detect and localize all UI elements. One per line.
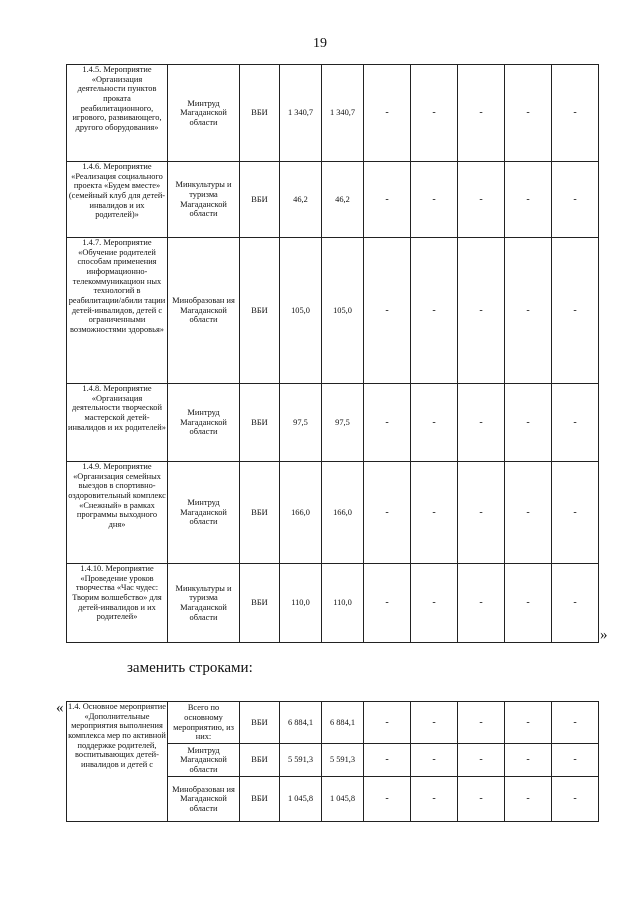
total-cell: 166,0 (280, 462, 322, 564)
year-value-cell: - (364, 65, 411, 162)
measures-table (66, 64, 599, 643)
funding-source-cell: ВБИ (240, 384, 280, 462)
closing-quote: » (600, 627, 608, 643)
year-value-cell: - (505, 162, 552, 238)
year-value-cell: - (364, 744, 411, 777)
funding-source-cell: ВБИ (240, 238, 280, 384)
total-cell: 97,5 (280, 384, 322, 462)
executor-cell: Минтруд Магаданской области (168, 65, 240, 162)
measure-name-cell: 1.4.6. Мероприятие «Реализация социального проекта «Будем вместе» (семейный клуб для детей-инвалидов и их родителей)» (67, 162, 168, 238)
executor-cell: Минтруд Магаданской области (168, 462, 240, 564)
year-value-cell: - (552, 65, 599, 162)
year-value-cell: 6 884,1 (322, 702, 364, 744)
year-value-cell: - (458, 564, 505, 643)
measure-name-cell: 1.4.9. Мероприятие «Организация семейных выездов в спортивно-оздоровительный комплекс «Снежный» в рамках программы выходного дня» (67, 462, 168, 564)
year-value-cell: 5 591,3 (322, 744, 364, 777)
year-value-cell: - (364, 777, 411, 822)
year-value-cell: - (552, 238, 599, 384)
executor-cell: Минтруд Магаданской области (168, 384, 240, 462)
year-value-cell: - (411, 744, 458, 777)
year-value-cell: - (505, 65, 552, 162)
year-value-cell: - (505, 238, 552, 384)
year-value-cell: 1 045,8 (322, 777, 364, 822)
year-value-cell: - (364, 462, 411, 564)
total-cell: 105,0 (280, 238, 322, 384)
year-value-cell: - (364, 564, 411, 643)
funding-source-cell: ВБИ (240, 744, 280, 777)
year-value-cell: - (458, 744, 505, 777)
year-value-cell: - (458, 462, 505, 564)
executor-cell: Минкультуры и туризма Магаданской области (168, 564, 240, 643)
year-value-cell: - (458, 702, 505, 744)
replace-text: заменить строками: (127, 660, 253, 676)
funding-source-cell: ВБИ (240, 777, 280, 822)
year-value-cell: - (411, 462, 458, 564)
table-row (67, 462, 599, 564)
measure-name-cell: 1.4.5. Мероприятие «Организация деятельности пунктов проката реабилитационного, игрового, развивающего, другого оборудования» (67, 65, 168, 162)
year-value-cell: - (505, 384, 552, 462)
table-row (67, 162, 599, 238)
year-value-cell: - (411, 65, 458, 162)
year-value-cell: 46,2 (322, 162, 364, 238)
total-cell: 1 045,8 (280, 777, 322, 822)
year-value-cell: - (364, 238, 411, 384)
year-value-cell: - (505, 564, 552, 643)
funding-source-cell: ВБИ (240, 462, 280, 564)
executor-cell: Минкультуры и туризма Магаданской области (168, 162, 240, 238)
year-value-cell: - (458, 65, 505, 162)
total-cell: 6 884,1 (280, 702, 322, 744)
year-value-cell: - (364, 384, 411, 462)
funding-source-cell: ВБИ (240, 162, 280, 238)
replacement-table (66, 701, 599, 822)
table-row (67, 702, 599, 744)
measure-name-cell: 1.4.8. Мероприятие «Организация деятельности творческой мастерской детей-инвалидов и их родителей» (67, 384, 168, 462)
total-cell: 110,0 (280, 564, 322, 643)
year-value-cell: - (458, 777, 505, 822)
funding-source-cell: ВБИ (240, 564, 280, 643)
year-value-cell: - (505, 777, 552, 822)
year-value-cell: - (364, 702, 411, 744)
executor-cell: Минтруд Магаданской области (168, 744, 240, 777)
year-value-cell: 1 340,7 (322, 65, 364, 162)
year-value-cell: - (505, 462, 552, 564)
year-value-cell: 97,5 (322, 384, 364, 462)
year-value-cell: - (411, 564, 458, 643)
funding-source-cell: ВБИ (240, 702, 280, 744)
table-row (67, 65, 599, 162)
year-value-cell: - (552, 777, 599, 822)
year-value-cell: - (505, 702, 552, 744)
year-value-cell: - (411, 162, 458, 238)
year-value-cell: 110,0 (322, 564, 364, 643)
year-value-cell: - (411, 238, 458, 384)
page-number: 19 (313, 36, 327, 51)
executor-cell: Минобразован ия Магаданской области (168, 238, 240, 384)
year-value-cell: - (458, 162, 505, 238)
year-value-cell: - (552, 702, 599, 744)
measure-name-cell: 1.4.10. Мероприятие «Проведение уроков творчества «Час чудес: Творим волшебство» для детей-инвалидов и их родителей» (67, 564, 168, 643)
year-value-cell: - (552, 384, 599, 462)
table-row (67, 384, 599, 462)
measure-name-cell: 1.4.7. Мероприятие «Обучение родителей способам применения информационно-телекоммуникацион ных технологий в реабилитации/абили тации детей-инвалидов, детей с ограниченными возможностями здоровья» (67, 238, 168, 384)
opening-quote: « (56, 700, 64, 716)
table-row (67, 564, 599, 643)
table-row (67, 238, 599, 384)
year-value-cell: - (411, 384, 458, 462)
year-value-cell: - (552, 162, 599, 238)
year-value-cell: - (364, 162, 411, 238)
executor-cell: Минобразован ия Магаданской области (168, 777, 240, 822)
year-value-cell: 105,0 (322, 238, 364, 384)
year-value-cell: - (552, 564, 599, 643)
year-value-cell: - (458, 384, 505, 462)
year-value-cell: 166,0 (322, 462, 364, 564)
year-value-cell: - (411, 777, 458, 822)
year-value-cell: - (411, 702, 458, 744)
year-value-cell: - (505, 744, 552, 777)
measure-name-cell: 1.4. Основное мероприятие «Дополнительные мероприятия выполнения комплекса мер по активной поддержке родителей, воспитывающих детей-инвалидов и детей с (67, 702, 168, 822)
year-value-cell: - (458, 238, 505, 384)
total-cell: 1 340,7 (280, 65, 322, 162)
year-value-cell: - (552, 744, 599, 777)
funding-source-cell: ВБИ (240, 65, 280, 162)
total-cell: 5 591,3 (280, 744, 322, 777)
total-cell: 46,2 (280, 162, 322, 238)
year-value-cell: - (552, 462, 599, 564)
executor-cell: Всего по основному мероприятию, из них: (168, 702, 240, 744)
